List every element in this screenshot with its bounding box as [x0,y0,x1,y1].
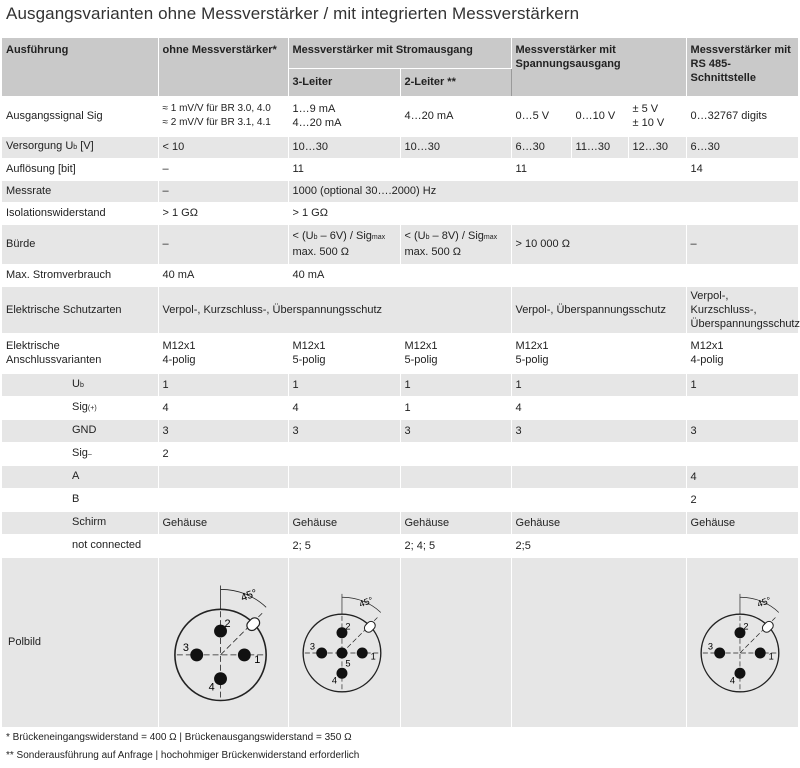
cell: 11 [288,158,511,180]
cell: > 10 000 Ω [511,224,686,264]
cell: 2 [686,488,798,511]
pin-dot [714,647,725,658]
cell: 14 [686,158,798,180]
cell [511,488,686,511]
row-label: Max. Stromverbrauch [2,264,158,286]
page-title: Ausgangsvarianten ohne Messverstärker / mit integrierten Messverstärkern [6,4,580,23]
cell: – [158,158,288,180]
cell: 3 [400,419,511,442]
cell: 1 [288,373,400,396]
label-subscript: b [73,144,78,151]
pin-dot [356,647,367,658]
cell: 11…30 [571,136,628,158]
pin-dot [190,648,203,661]
cell [686,534,798,557]
cell-line: M12x1 [162,340,196,352]
cell [400,224,511,264]
label-text: Sig [72,400,88,413]
connector-diagram [691,567,794,717]
angle-label: 45° [357,595,374,610]
cell: 6…30 [686,136,798,158]
row-label: Bürde [2,224,158,264]
pin-dot [754,647,765,658]
cell: Gehäuse [686,511,798,534]
pin-row [2,511,798,534]
cell: 0…10 V [571,96,628,136]
header-ausfuehrung: Ausführung [2,38,158,96]
cell-line: Überspannungsschutz [690,317,800,330]
cell-line: 4…20 mA [292,117,342,129]
pin-row [2,396,798,419]
cell: 2; 5 [288,534,400,557]
row-anschluss [2,333,798,373]
cell-line: ≈ 2 mV/V für BR 3.1, 4.1 [162,117,271,128]
row-buerde [2,224,798,264]
cell-line: ≈ 1 mV/V für BR 3.0, 4.0 [162,103,271,114]
cell: 1 [158,373,288,396]
pin-row [2,465,798,488]
cell: 4 [511,396,686,419]
row-stromverbrauch [2,264,798,286]
pin-label: 5 [344,658,351,669]
text: – 8V) / Sig [429,230,484,242]
cell-line: M12x1 [404,340,438,352]
cell-line: 5-polig [515,354,549,366]
connector-4pin-svg [691,567,794,717]
row-label: Ausgangssignal Sig [2,96,158,136]
label-text: B [72,492,80,505]
cell-line: 5-polig [292,354,326,366]
pin-label: 3 [309,641,315,652]
row-schutzarten [2,286,798,333]
row-ausgangssignal [2,96,798,136]
cell [400,442,511,465]
cell [158,333,288,373]
pin-label: 1 [370,651,376,662]
header-3-leiter: 3-Leiter [288,68,400,96]
cell [686,442,798,465]
pin-label [2,396,158,419]
label-text: Versorgung U [6,140,74,152]
row-label: Elektrische Anschlussvarianten [2,333,158,373]
cell: 12…30 [628,136,686,158]
connector-4pin-diagram-rs485 [686,557,798,727]
cell: 10…30 [288,136,400,158]
row-polbild [2,557,798,727]
subscript: b [313,234,318,241]
row-versorgung [2,136,798,158]
header-spannung: Messverstärker mit Spannungsausgang [511,38,686,96]
cell-line: M12x1 [292,340,326,352]
angle-label: 45° [238,587,259,605]
label-text: Schirm [72,515,107,528]
angle-label: 45° [755,595,772,610]
label-text: [V] [77,140,94,152]
cell: Gehäuse [400,511,511,534]
cell: 40 mA [158,264,288,286]
cell: 40 mA [288,264,798,286]
cell [158,96,288,136]
cell: 2; 4; 5 [400,534,511,557]
connector-4pin-diagram [158,557,288,727]
connector-4pin-svg [163,567,284,717]
cell-line: 1…9 mA [292,103,336,115]
pin-dot [214,672,227,685]
cell: Gehäuse [158,511,288,534]
label-text: not connected [72,538,142,551]
cell-line: ± 5 V [632,103,659,115]
pin-label [2,442,158,465]
row-label: Elektrische Schutzarten [2,286,158,333]
cell [628,96,686,136]
pin-assignment-rows [2,373,798,557]
cell: 4 [288,396,400,419]
cell-line [293,229,396,245]
spec-table [2,38,799,728]
cell [400,488,511,511]
cell: 4 [158,396,288,419]
cell: > 1 GΩ [288,202,798,224]
cell [288,442,400,465]
pin-label: 4 [208,681,215,694]
row-isolation [2,202,798,224]
cell: 1 [400,396,511,419]
pin-label [2,488,158,511]
label-text: A [72,469,80,482]
cell: 6…30 [511,136,571,158]
pin-label: 3 [707,641,713,652]
pin-label: 2 [344,621,351,632]
pin-label: 3 [182,641,189,654]
cell-line: 5-polig [404,354,438,366]
pin-row [2,373,798,396]
cell [288,224,400,264]
connector-diagram [163,567,284,717]
header-ohne: ohne Messverstärker* [158,38,288,96]
cell [686,333,798,373]
text: – 6V) / Sig [317,230,372,242]
cell [686,396,798,419]
pin-dot [237,648,250,661]
cell: Gehäuse [511,511,686,534]
pin-row [2,419,798,442]
label-subscript: (+) [87,404,97,412]
pin-label [2,373,158,396]
cell-line: Verpol-, Kurzschluss-, [690,289,757,316]
pin-row [2,534,798,557]
cell: 10…30 [400,136,511,158]
cell-line [405,229,507,245]
cell [400,333,511,373]
row-label: Polbild [2,557,158,727]
header-strom: Messverstärker mit Stromausgang [288,38,511,68]
text: < (U [404,230,426,242]
cell: – [158,180,288,202]
cell [511,557,686,727]
connector-diagram [293,567,396,717]
row-aufloesung [2,158,798,180]
cell [158,465,288,488]
cell: > 1 GΩ [158,202,288,224]
cell: 2 [158,442,288,465]
cell: 1 [400,373,511,396]
cell-line: 4-polig [690,354,724,366]
cell: – [686,224,798,264]
pin-row [2,442,798,465]
pin-label [2,465,158,488]
cell: – [158,224,288,264]
connector-5pin-svg [293,567,396,717]
cell [158,488,288,511]
cell [511,442,686,465]
pin-label: 4 [729,675,735,686]
row-label: Auflösung [bit] [2,158,158,180]
cell [686,286,798,333]
row-label: Isolationswiderstand [2,202,158,224]
row-label [2,136,158,158]
cell: 1 [686,373,798,396]
cell-line: max. 500 Ω [404,246,462,258]
cell-line: M12x1 [690,340,724,352]
pin-label [2,534,158,557]
pin-label: 1 [768,651,774,662]
cell: 1 [511,373,686,396]
label-subscript: b [79,381,84,389]
label-text: GND [72,423,97,436]
cell [158,534,288,557]
cell: 0…32767 digits [686,96,798,136]
cell [288,488,400,511]
cell [288,465,400,488]
cell: Gehäuse [288,511,400,534]
label-text: Sig [72,446,88,459]
header-rs485: Messverstärker mit RS 485-Schnittstelle [686,38,798,96]
cell-line: max. 500 Ω [292,246,350,258]
label-subscript: – [87,450,92,458]
footnote-1: * Brückeneingangswiderstand = 400 Ω | Brückenausgangswiderstand = 350 Ω [6,732,352,743]
cell: Verpol-, Überspannungsschutz [511,286,686,333]
row-messrate [2,180,798,202]
cell: 1000 (optional 30….2000) Hz [288,180,798,202]
label-text: U [72,377,80,390]
text: < (U [292,230,314,242]
cell-line: 4-polig [162,354,196,366]
cell: 4 [686,465,798,488]
pin-label [2,511,158,534]
cell: 0…5 V [511,96,571,136]
pin-dot [336,668,347,679]
pin-row [2,488,798,511]
cell: Verpol-, Kurzschluss-, Überspannungsschutz [158,286,511,333]
cell [400,557,511,727]
pin-label: 2 [223,618,231,631]
cell: < 10 [158,136,288,158]
cell: 3 [288,419,400,442]
pin-label: 4 [331,675,337,686]
subscript: max [371,234,386,241]
cell [511,465,686,488]
cell-line: ± 10 V [632,117,665,129]
pin-label [2,419,158,442]
header-2-leiter: 2-Leiter ** [400,68,511,96]
pin-dot [316,647,327,658]
pin-dot [734,668,745,679]
cell: 11 [511,158,686,180]
cell [400,465,511,488]
cell-line: M12x1 [515,340,549,352]
footnote-2: ** Sonderausführung auf Anfrage | hochohmiger Brückenwiderstand erforderlich [6,750,360,761]
cell: 2;5 [511,534,686,557]
subscript: b [425,234,430,241]
pin-dot [336,647,347,658]
table-header-row [2,38,798,68]
cell: 3 [158,419,288,442]
cell: 4…20 mA [400,96,511,136]
pin-label: 2 [742,621,749,632]
cell: 3 [686,419,798,442]
connector-5pin-diagram [288,557,400,727]
cell: 3 [511,419,686,442]
cell [288,333,400,373]
subscript: max [483,234,498,241]
cell [511,333,686,373]
row-label: Messrate [2,180,158,202]
pin-label: 1 [253,653,260,666]
cell [288,96,400,136]
